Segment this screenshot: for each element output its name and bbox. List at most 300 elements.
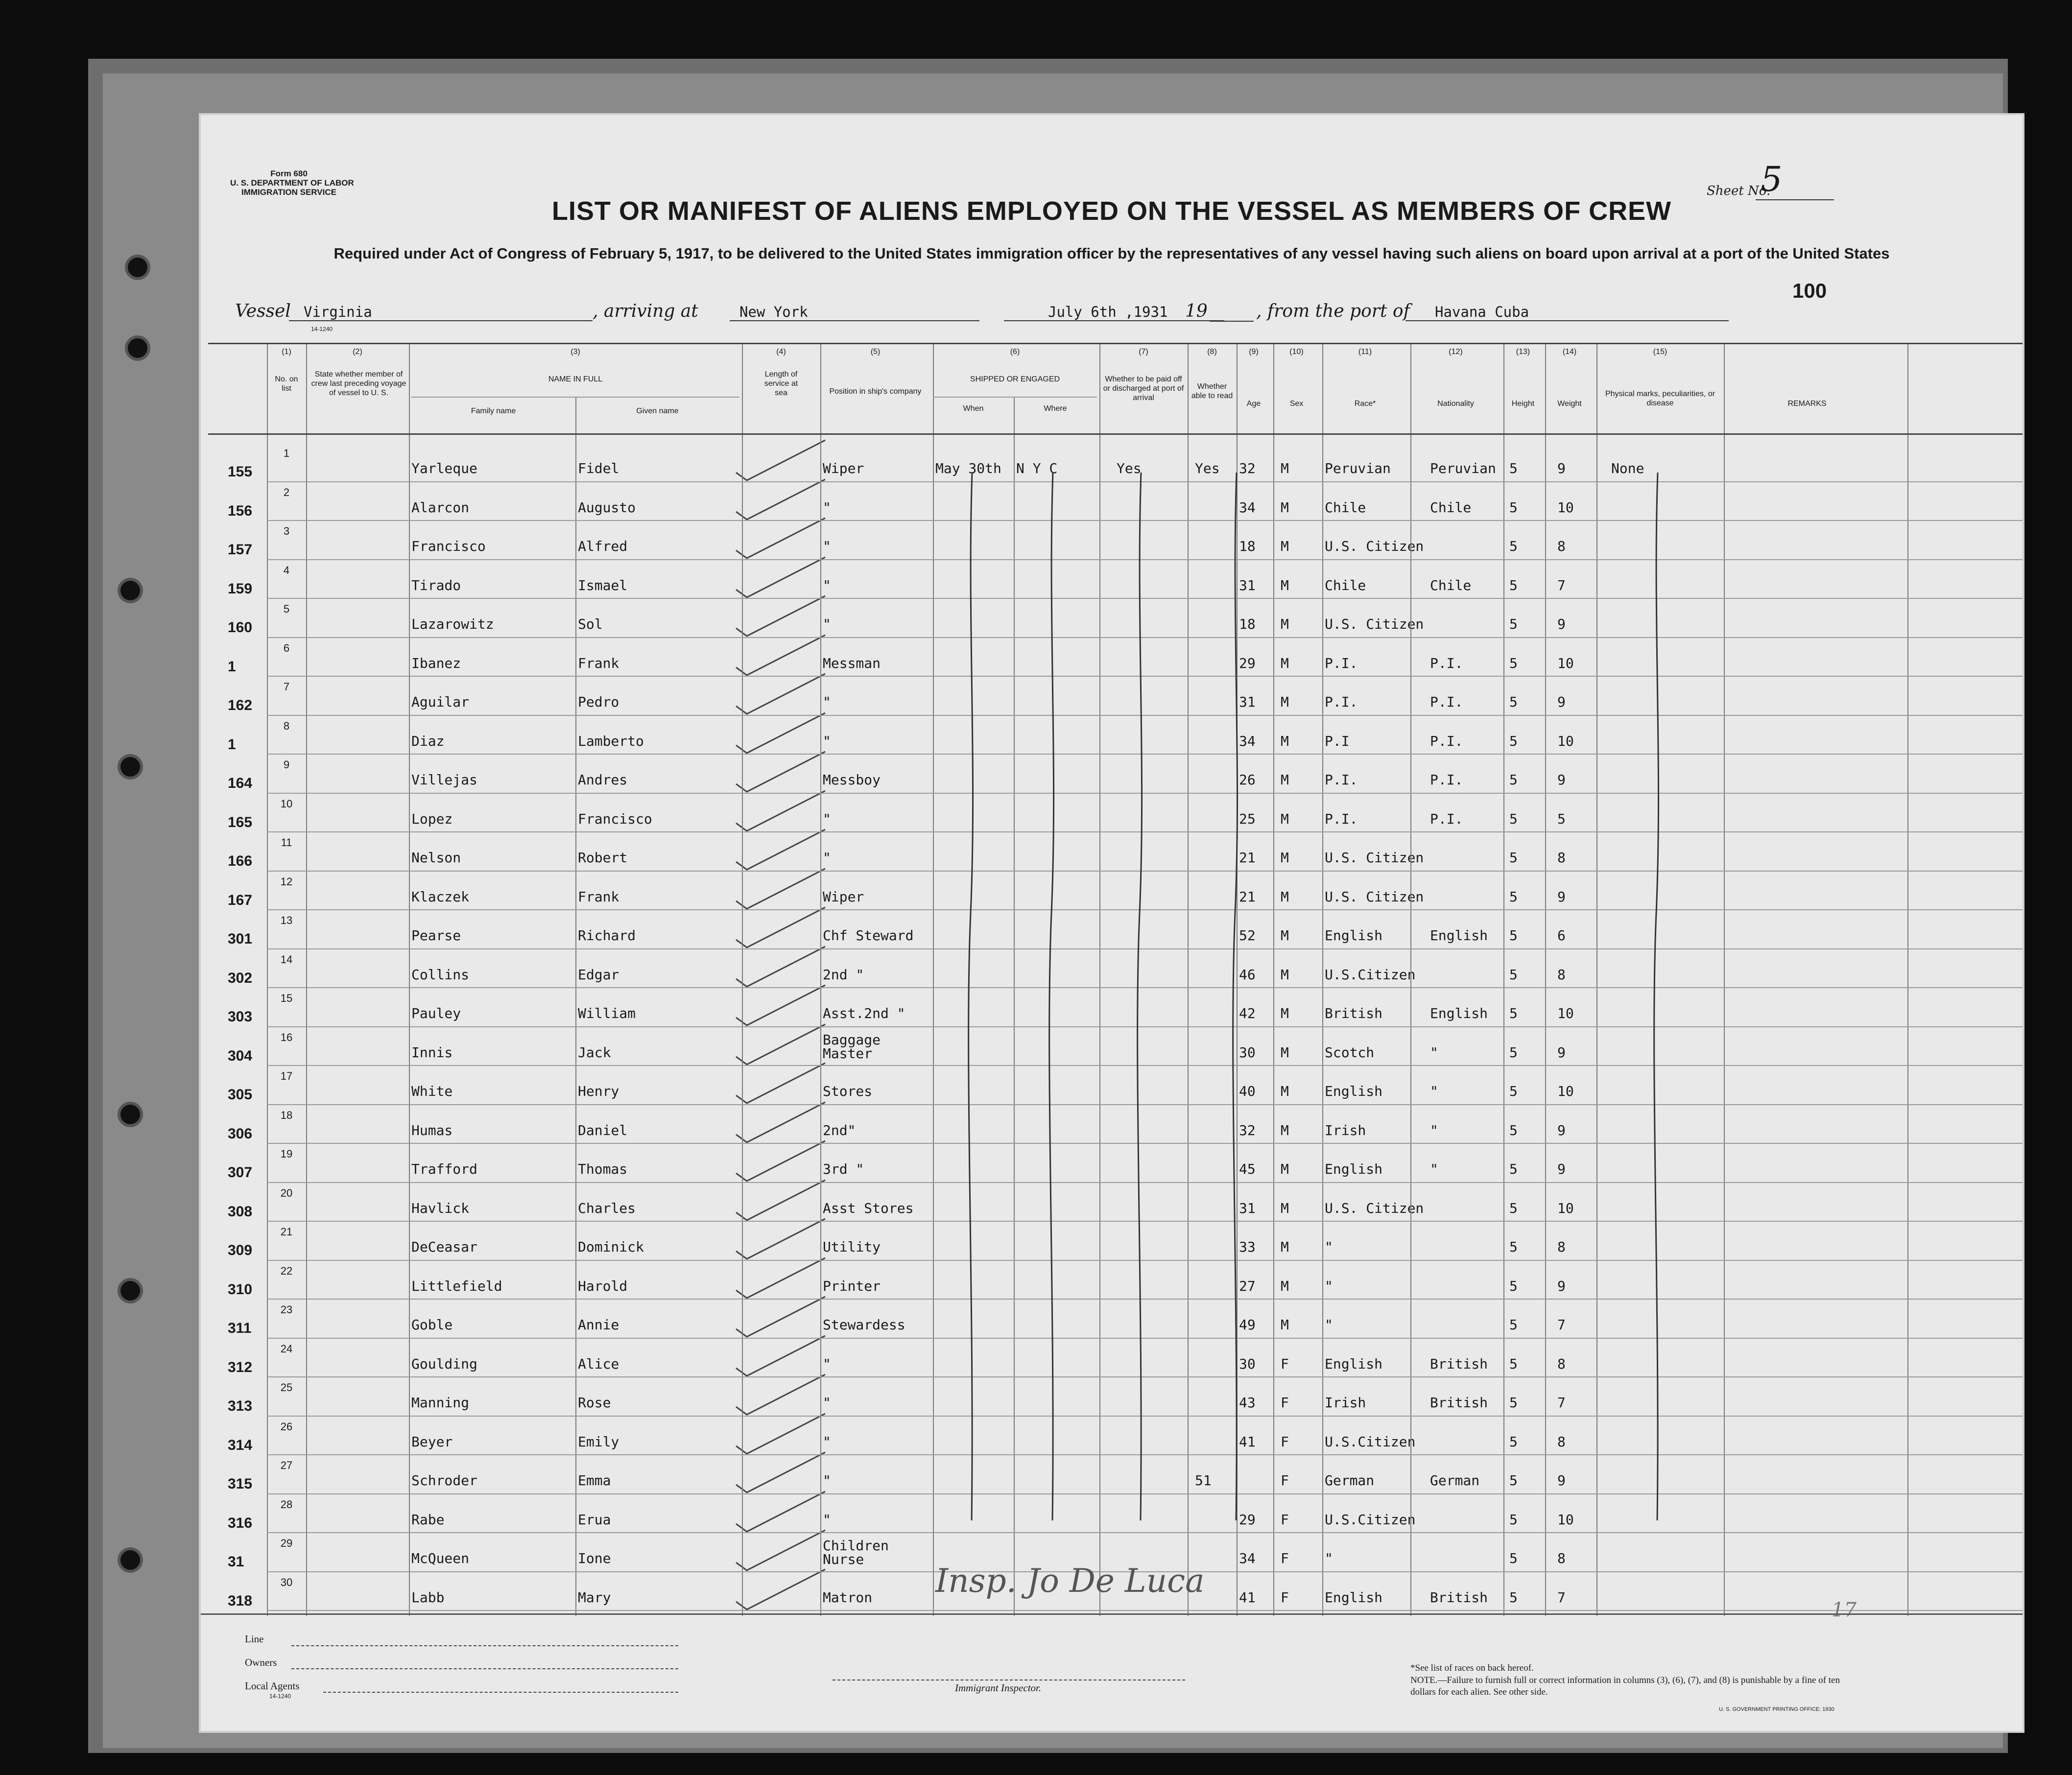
year-label: 19 <box>1185 301 1208 321</box>
cell-given: Emma <box>578 1472 611 1489</box>
cell-read: 51 <box>1195 1472 1212 1489</box>
check-mark-icon <box>732 1022 830 1066</box>
cell-weight: 10 <box>1557 1005 1574 1021</box>
table-row <box>201 1377 2023 1417</box>
cell-sex: M <box>1281 1161 1289 1177</box>
check-mark-icon <box>732 1061 830 1105</box>
cell-weight: 9 <box>1557 888 1566 905</box>
cell-weight: 8 <box>1557 1355 1566 1372</box>
margin-sheet-number: 1 <box>228 658 236 675</box>
table-row <box>201 1417 2023 1456</box>
cell-age: 42 <box>1239 1005 1256 1021</box>
cell-position: " <box>823 850 831 866</box>
cell-no: 20 <box>280 1186 293 1199</box>
cell-given: Alfred <box>578 538 628 554</box>
cell-age: 34 <box>1239 733 1256 749</box>
cell-race: English <box>1325 1355 1383 1372</box>
header-rule <box>208 343 2023 344</box>
cell-family: Beyer <box>411 1433 453 1450</box>
cell-weight: 8 <box>1557 1433 1566 1450</box>
cell-given: Erua <box>578 1511 611 1528</box>
cell-given: Mary <box>578 1589 611 1606</box>
cell-position: Messman <box>823 655 881 671</box>
col-header-1: No. on list <box>275 375 298 393</box>
cell-family: Collins <box>411 966 470 983</box>
margin-sheet-number: 301 <box>228 931 253 947</box>
cell-height: 5 <box>1509 1005 1518 1021</box>
binder-hole <box>118 1102 143 1127</box>
cell-given: Pedro <box>578 694 619 710</box>
cell-family: Aguilar <box>411 694 470 710</box>
cell-nationality: " <box>1430 1161 1438 1177</box>
cell-given: Rose <box>578 1395 611 1411</box>
col-header-where: Where <box>1044 404 1067 413</box>
cell-no: 26 <box>280 1420 293 1433</box>
cell-race: P.I. <box>1325 772 1358 788</box>
inspector-signature: Insp. Jo De Luca <box>935 1562 1205 1600</box>
local-agents-label: Local Agents <box>245 1680 300 1692</box>
cell-weight: 9 <box>1557 1044 1566 1061</box>
check-mark-icon <box>732 1450 830 1494</box>
header-rule <box>208 433 2023 435</box>
cell-weight: 10 <box>1557 1511 1574 1528</box>
cell-where: N Y C <box>1016 460 1058 476</box>
cell-family: Pearse <box>411 927 461 944</box>
cell-given: Robert <box>578 850 628 866</box>
check-mark-icon <box>732 672 830 716</box>
check-mark-icon <box>732 1567 830 1611</box>
line-label: Line <box>245 1633 264 1645</box>
cell-no: 4 <box>283 564 290 576</box>
cell-sex: M <box>1281 733 1289 749</box>
cell-no: 15 <box>280 992 293 1004</box>
check-mark-icon <box>732 555 830 599</box>
cell-age: 32 <box>1239 1122 1256 1138</box>
check-mark-icon <box>732 516 830 560</box>
cell-race: English <box>1325 1083 1383 1099</box>
cell-nationality: British <box>1430 1395 1488 1411</box>
cell-position: " <box>823 694 831 710</box>
col-header-9-number: (9) <box>1249 348 1259 356</box>
margin-sheet-number: 318 <box>228 1592 253 1609</box>
cell-given: Augusto <box>578 499 636 516</box>
check-mark-icon <box>732 1139 830 1183</box>
vessel-name: Virginia <box>289 304 593 321</box>
cell-family: Havlick <box>411 1200 470 1216</box>
cell-sex: M <box>1281 694 1289 710</box>
column-rule <box>1545 343 1546 1616</box>
cell-height: 5 <box>1509 810 1518 827</box>
row-rule <box>267 1610 2023 1611</box>
column-rule <box>742 343 743 1616</box>
ditto-line <box>965 473 979 1569</box>
margin-sheet-number: 166 <box>228 853 253 869</box>
cell-race: U.S.Citizen <box>1325 966 1416 983</box>
cell-sex: M <box>1281 1200 1289 1216</box>
local-agents-code: 14-1240 <box>269 1693 291 1700</box>
cell-given: Dominick <box>578 1239 644 1255</box>
col-header-8: Whether able to read <box>1191 382 1233 400</box>
cell-nationality: Peruvian <box>1430 460 1496 476</box>
margin-sheet-number: 155 <box>228 464 253 480</box>
check-mark-icon <box>732 750 830 794</box>
cell-family: Humas <box>411 1122 453 1138</box>
cell-height: 5 <box>1509 499 1518 516</box>
col-header-given-name: Given name <box>636 407 679 415</box>
check-mark-icon <box>732 1528 830 1572</box>
cell-race: " <box>1325 1550 1333 1566</box>
cell-height: 5 <box>1509 772 1518 788</box>
cell-weight: 9 <box>1557 694 1566 710</box>
cell-no: 24 <box>280 1342 293 1355</box>
cell-family: Francisco <box>411 538 486 554</box>
cell-family: Innis <box>411 1044 453 1061</box>
cell-given: Emily <box>578 1433 619 1450</box>
table-row <box>201 794 2023 833</box>
cell-sex: F <box>1281 1433 1289 1450</box>
cell-race: Irish <box>1325 1395 1366 1411</box>
cell-position: 3rd " <box>823 1161 864 1177</box>
cell-position: Chf Steward <box>823 927 914 944</box>
column-rule <box>1322 343 1323 1616</box>
inspector-label: Immigrant Inspector. <box>955 1682 1042 1694</box>
cell-position: " <box>823 538 831 554</box>
cell-weight: 10 <box>1557 655 1574 671</box>
cell-height: 5 <box>1509 1278 1518 1294</box>
margin-sheet-number: 305 <box>228 1087 253 1103</box>
column-rule <box>575 397 576 1616</box>
cell-given: Henry <box>578 1083 619 1099</box>
check-mark-icon <box>732 438 830 482</box>
column-rule <box>1596 343 1597 1616</box>
cell-height: 5 <box>1509 850 1518 866</box>
cell-sex: M <box>1281 810 1289 827</box>
cell-given: Harold <box>578 1278 628 1294</box>
from-port: Havana Cuba <box>1405 304 1729 321</box>
column-rule <box>820 343 821 1616</box>
col-header-2: State whether member of crew last preceding voyage of vessel to U. S. <box>311 370 406 397</box>
cell-race: Peruvian <box>1325 460 1391 476</box>
cell-nationality: British <box>1430 1355 1488 1372</box>
cell-weight: 8 <box>1557 966 1566 983</box>
cell-age: 31 <box>1239 694 1256 710</box>
cell-no: 16 <box>280 1031 293 1043</box>
cell-marks: None <box>1611 460 1644 476</box>
cell-race: P.I. <box>1325 810 1358 827</box>
table-row <box>201 755 2023 794</box>
cell-position: " <box>823 1433 831 1450</box>
cell-sex: M <box>1281 927 1289 944</box>
cell-age: 45 <box>1239 1161 1256 1177</box>
check-mark-icon <box>732 1412 830 1456</box>
cell-race: " <box>1325 1317 1333 1333</box>
cell-no: 12 <box>280 875 293 888</box>
column-rule <box>267 343 268 1616</box>
cell-race: Irish <box>1325 1122 1366 1138</box>
cell-age: 33 <box>1239 1239 1256 1255</box>
col-header-when: When <box>963 404 984 413</box>
column-rule <box>933 343 934 1616</box>
cell-age: 18 <box>1239 616 1256 632</box>
cell-sex: M <box>1281 538 1289 554</box>
column-rule <box>1014 397 1015 1616</box>
cell-weight: 9 <box>1557 460 1566 476</box>
cell-race: Chile <box>1325 577 1366 593</box>
cell-race: P.I <box>1325 733 1350 749</box>
table-row <box>201 521 2023 560</box>
cell-nationality: British <box>1430 1589 1488 1606</box>
check-mark-icon <box>732 594 830 638</box>
cell-age: 41 <box>1239 1589 1256 1606</box>
footer-rule <box>201 1613 2023 1615</box>
cell-weight: 9 <box>1557 772 1566 788</box>
cell-age: 29 <box>1239 1511 1256 1528</box>
col-header-6-number: (6) <box>1010 348 1020 356</box>
binder-hole <box>118 1278 143 1303</box>
cell-when: May 30th <box>935 460 1001 476</box>
cell-position: " <box>823 733 831 749</box>
check-mark-icon <box>732 633 830 677</box>
cell-height: 5 <box>1509 1161 1518 1177</box>
ditto-line <box>1650 473 1665 1569</box>
cell-height: 5 <box>1509 655 1518 671</box>
col-header-9: Age <box>1246 400 1261 408</box>
margin-sheet-number: 309 <box>228 1242 253 1258</box>
cell-weight: 8 <box>1557 538 1566 554</box>
table-row <box>201 638 2023 677</box>
table-row <box>201 1300 2023 1339</box>
margin-sheet-number: 308 <box>228 1203 253 1220</box>
cell-race: British <box>1325 1005 1383 1021</box>
cell-height: 5 <box>1509 1083 1518 1099</box>
cell-family: Lazarowitz <box>411 616 494 632</box>
cell-sex: M <box>1281 850 1289 866</box>
check-mark-icon <box>732 1217 830 1261</box>
cell-sex: M <box>1281 1083 1289 1099</box>
sheet-number-value: 5 <box>1761 159 1783 199</box>
owners-underline <box>291 1668 678 1669</box>
binder-hole <box>118 578 143 603</box>
cell-sex: M <box>1281 966 1289 983</box>
cell-family: DeCeasar <box>411 1239 477 1255</box>
cell-position: 2nd" <box>823 1122 856 1138</box>
cell-sex: M <box>1281 616 1289 632</box>
cell-race: P.I. <box>1325 694 1358 710</box>
table-row <box>201 832 2023 872</box>
col-header-11-number: (11) <box>1358 348 1372 356</box>
cell-age: 34 <box>1239 1550 1256 1566</box>
check-mark-icon <box>732 828 830 872</box>
cell-family: Diaz <box>411 733 445 749</box>
cell-family: McQueen <box>411 1550 470 1566</box>
ditto-line <box>1134 473 1148 1569</box>
column-rule <box>1724 343 1725 1616</box>
cell-sex: M <box>1281 1122 1289 1138</box>
check-mark-icon <box>732 711 830 755</box>
table-row <box>201 1261 2023 1300</box>
cell-weight: 10 <box>1557 733 1574 749</box>
cell-no: 6 <box>283 641 290 654</box>
cell-nationality: P.I. <box>1430 694 1463 710</box>
col-header-remarks: REMARKS <box>1787 400 1827 408</box>
cell-position: Messboy <box>823 772 881 788</box>
cell-sex: F <box>1281 1472 1289 1489</box>
arriving-label: , arriving at <box>593 301 698 321</box>
form-number: Form 680 <box>270 169 308 178</box>
ditto-line <box>1229 473 1244 1569</box>
margin-sheet-number: 304 <box>228 1047 253 1064</box>
margin-sheet-number: 31 <box>228 1554 244 1570</box>
from-port-label: , from the port of <box>1256 301 1410 321</box>
cell-position: Asst Stores <box>823 1200 914 1216</box>
cell-no: 19 <box>280 1148 293 1160</box>
margin-sheet-number: 156 <box>228 502 253 519</box>
crew-table <box>201 115 2023 1731</box>
cell-height: 5 <box>1509 966 1518 983</box>
cell-given: Andres <box>578 772 628 788</box>
table-row <box>201 1144 2023 1183</box>
margin-sheet-number: 164 <box>228 775 253 791</box>
cell-no: 21 <box>280 1226 293 1238</box>
check-mark-icon <box>732 1334 830 1378</box>
margin-sheet-number: 165 <box>228 814 253 830</box>
cell-given: Francisco <box>578 810 652 827</box>
table-row <box>201 1494 2023 1534</box>
line-underline <box>291 1645 678 1646</box>
cell-given: Frank <box>578 888 619 905</box>
column-rule <box>306 343 307 1616</box>
cell-position: Wiper <box>823 460 864 476</box>
cell-position: Baggage Master <box>823 1031 881 1062</box>
cell-height: 5 <box>1509 1355 1518 1372</box>
cell-no: 28 <box>280 1498 293 1511</box>
cell-no: 25 <box>280 1381 293 1394</box>
cell-race: U.S. Citizen <box>1325 538 1424 554</box>
col-header-12: Nationality <box>1437 400 1474 408</box>
cell-no: 22 <box>280 1264 293 1277</box>
check-mark-icon <box>732 789 830 833</box>
col-header-13: Height <box>1511 400 1535 408</box>
cell-height: 5 <box>1509 1511 1518 1528</box>
cell-position: " <box>823 1472 831 1489</box>
cell-given: Sol <box>578 616 603 632</box>
cell-no: 3 <box>283 525 290 537</box>
col-header-3-number: (3) <box>571 348 580 356</box>
cell-position: " <box>823 1395 831 1411</box>
margin-sheet-number: 311 <box>228 1320 252 1336</box>
margin-sheet-number: 302 <box>228 970 253 986</box>
cell-no: 27 <box>280 1459 293 1471</box>
check-mark-icon <box>732 1178 830 1222</box>
cell-race: U.S. Citizen <box>1325 850 1424 866</box>
cell-given: Richard <box>578 927 636 944</box>
cell-position: " <box>823 1355 831 1372</box>
cell-weight: 7 <box>1557 1395 1566 1411</box>
cell-family: White <box>411 1083 453 1099</box>
cell-age: 27 <box>1239 1278 1256 1294</box>
cell-position: 2nd " <box>823 966 864 983</box>
cell-sex: F <box>1281 1395 1289 1411</box>
cell-sex: M <box>1281 1317 1289 1333</box>
cell-sex: F <box>1281 1550 1289 1566</box>
cell-position: Wiper <box>823 888 864 905</box>
cell-weight: 9 <box>1557 1278 1566 1294</box>
cell-position: Children Nurse <box>823 1538 889 1567</box>
cell-weight: 7 <box>1557 1317 1566 1333</box>
col-header-14: Weight <box>1557 400 1582 408</box>
cell-height: 5 <box>1509 1550 1518 1566</box>
cell-nationality: P.I. <box>1430 733 1463 749</box>
cell-given: Fidel <box>578 460 619 476</box>
cell-nationality: Chile <box>1430 499 1472 516</box>
page-mark: 17 <box>1832 1599 1857 1621</box>
cell-height: 5 <box>1509 616 1518 632</box>
margin-sheet-number: 167 <box>228 892 253 908</box>
cell-height: 5 <box>1509 1317 1518 1333</box>
cell-weight: 7 <box>1557 577 1566 593</box>
cell-weight: 9 <box>1557 1122 1566 1138</box>
cell-age: 21 <box>1239 888 1256 905</box>
cell-sex: M <box>1281 888 1289 905</box>
cell-race: U.S.Citizen <box>1325 1433 1416 1450</box>
cell-no: 11 <box>281 836 292 849</box>
binder-hole <box>125 255 150 280</box>
cell-nationality: P.I. <box>1430 810 1463 827</box>
cell-height: 5 <box>1509 1200 1518 1216</box>
subheader-rule <box>411 397 739 398</box>
cell-height: 5 <box>1509 1044 1518 1061</box>
cell-height: 5 <box>1509 1122 1518 1138</box>
cell-given: William <box>578 1005 636 1021</box>
vessel-label: Vessel <box>235 301 291 321</box>
cell-age: 49 <box>1239 1317 1256 1333</box>
cell-sex: F <box>1281 1589 1289 1606</box>
cell-race: English <box>1325 927 1383 944</box>
cell-age: 43 <box>1239 1395 1256 1411</box>
binder-hole <box>118 754 143 780</box>
margin-sheet-number: 160 <box>228 619 253 636</box>
check-mark-icon <box>732 1256 830 1300</box>
owners-label: Owners <box>245 1657 277 1668</box>
cell-given: Charles <box>578 1200 636 1216</box>
cell-given: Lamberto <box>578 733 644 749</box>
col-header-family-name: Family name <box>471 407 516 415</box>
cell-height: 5 <box>1509 694 1518 710</box>
cell-position: Printer <box>823 1278 881 1294</box>
cell-given: Thomas <box>578 1161 628 1177</box>
col-header-12-number: (12) <box>1449 348 1463 356</box>
cell-nationality: " <box>1430 1083 1438 1099</box>
table-row <box>201 443 2023 482</box>
cell-family: Goulding <box>411 1355 477 1372</box>
cell-family: Lopez <box>411 810 453 827</box>
cell-age: 30 <box>1239 1355 1256 1372</box>
table-row <box>201 1027 2023 1066</box>
cell-sex: M <box>1281 772 1289 788</box>
cell-sex: M <box>1281 1239 1289 1255</box>
cell-race: P.I. <box>1325 655 1358 671</box>
local-agents-underline <box>323 1692 678 1693</box>
cell-given: Frank <box>578 655 619 671</box>
cell-age: 31 <box>1239 577 1256 593</box>
cell-height: 5 <box>1509 538 1518 554</box>
cell-nationality: English <box>1430 1005 1488 1021</box>
table-row <box>201 482 2023 521</box>
col-header-6: SHIPPED OR ENGAGED <box>970 375 1060 383</box>
cell-nationality: " <box>1430 1044 1438 1061</box>
cell-weight: 8 <box>1557 850 1566 866</box>
ditto-line <box>1046 473 1060 1569</box>
